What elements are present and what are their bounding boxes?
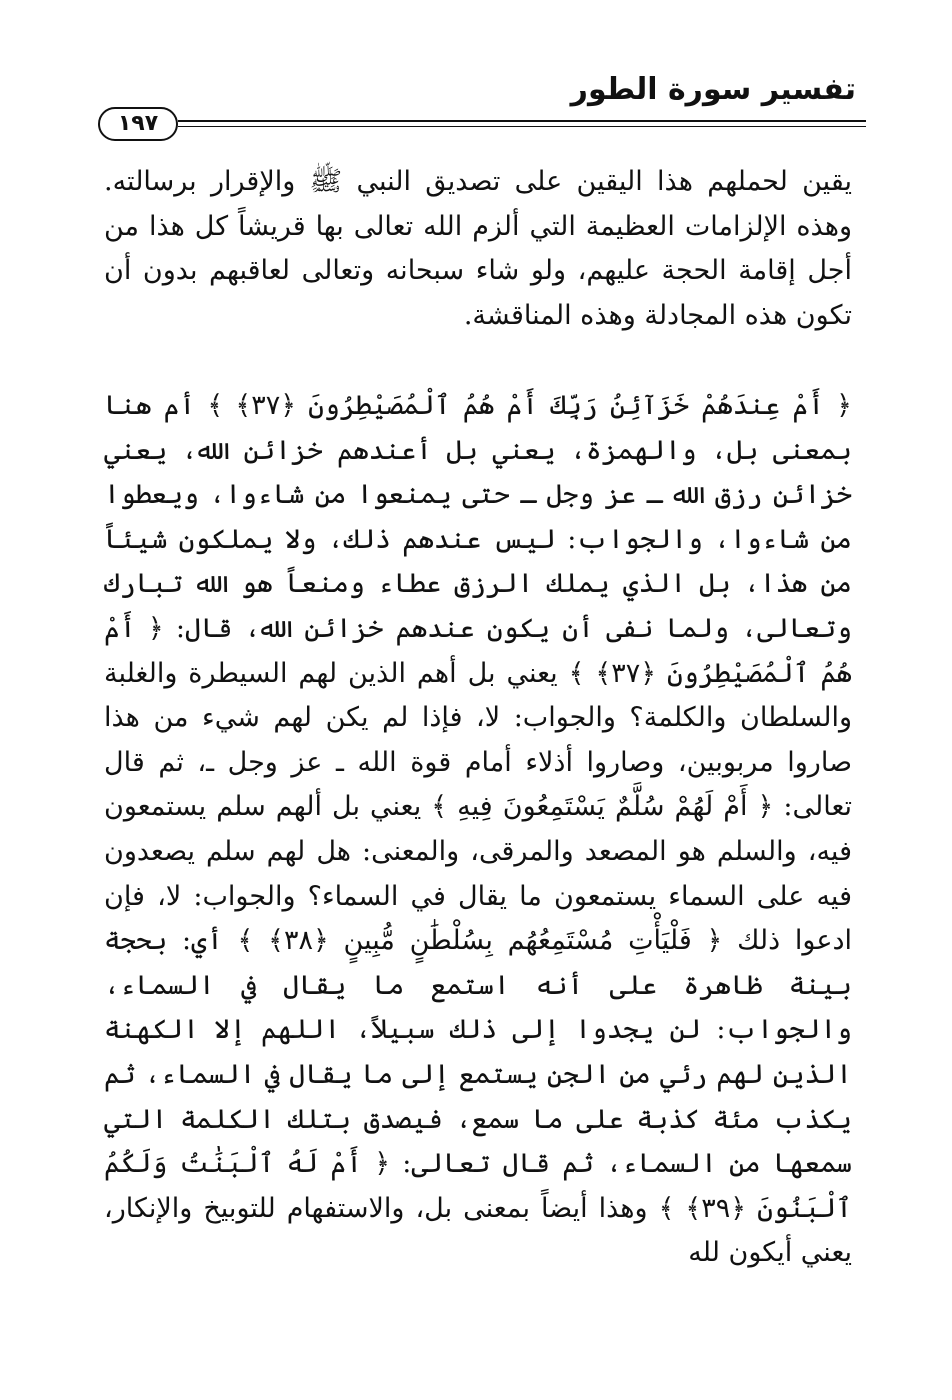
- body-paragraph-2: [104, 384, 852, 1276]
- page-header-title: تفسير سورة الطور: [570, 72, 856, 107]
- page-number: ١٩٧: [98, 107, 178, 141]
- paragraph-text: ﴿ أَمْ عِندَهُمْ خَزَآئِنُ رَبِّكَ أَمْ هُمُ ٱلْمُصَيْطِرُونَ ﴿٣٧﴾ ﴾ أم هنا بمعنى بل، والهمزة، يعني بل أعندهم خزائن الله، يعني خزائن رزق الله ـ عز وجل ـ حتى يمنعوا من شاءوا، ويعطوا من شاءوا، والجواب: ليس عندهم ذلك، ولا يملكون شيئاً من هذا، بل الذي يملك الرزق عطاء ومنعاً هو الله تبارك وتعالى، ولما نفى أن يكون عندهم خزائن الله، قال: ﴿ أَمْ هُمُ ٱلْمُصَيْطِرُونَ ﴿٣٧﴾ ﴾ يعني بل أهم الذين لهم السيطرة والغلبة والسلطان والكلمة؟ والجواب: لا، فإذا لم يكن لهم شيء من هذا صاروا مربوبين، وصاروا أذلاء أمام قوة الله ـ عز وجل ـ، ثم قال تعالى: ﴿ أَمْ لَهُمْ سُلَّمٌ يَسْتَمِعُونَ فِيهِ ﴾ يعني بل ألهم سلم يستمعون فيه، والسلم هو المصعد والمرقى، والمعنى: هل لهم سلم يصعدون فيه على السماء يستمعون ما يقال في السماء؟ والجواب: لا، فإن ادعوا ذلك ﴿ فَلْيَأْتِ مُسْتَمِعُهُم بِسُلْطَٰنٍ مُّبِينٍ ﴿٣٨﴾ ﴾ أي: بحجة بينة ظاهرة على أنه استمع ما يقال في السماء، والجواب: لن يجدوا إلى ذلك سبيلاً، اللهم إلا الكهنة الذين لهم رئي من الجن يستمع إلى ما يقال في السماء، ثم يكذب مئة كذبة على ما سمع، فيصدق بتلك الكلمة التي سمعها من السماء، ثم قال تعالى: ﴿ أَمْ لَهُ ٱلْبَنَٰتُ وَلَكُمُ ٱلْبَنُونَ ﴿٣٩﴾ ﴾ وهذا أيضاً بمعنى بل، والاستفهام للتوبيخ والإنكار، يعني أيكون لله: [104, 390, 852, 1269]
- body-paragraph-1: [104, 160, 852, 338]
- header-rule: [178, 120, 866, 130]
- paragraph-text: يقين لحملهم هذا اليقين على تصديق النبي ﷺ والإقرار برسالته. وهذه الإلزامات العظيمة التي ألزم الله تعالى بها قريشاً كل هذا من أجل إقامة الحجة عليهم، ولو شاء سبحانه وتعالى لعاقبهم بدون أن تكون هذه المجادلة وهذه المناقشة.: [104, 166, 852, 331]
